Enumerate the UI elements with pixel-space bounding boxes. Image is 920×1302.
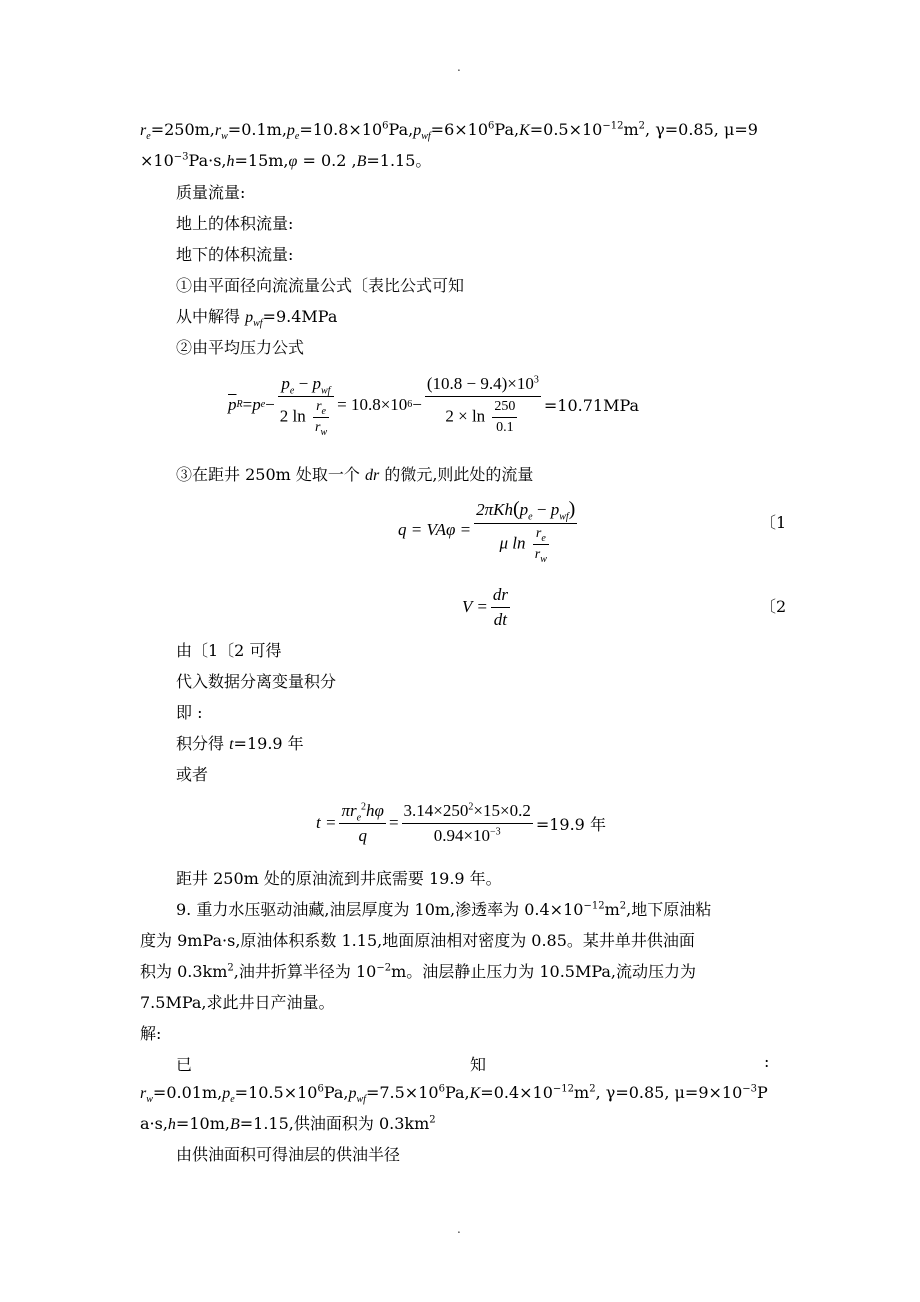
fraction-time-numeric: $\frac{3.14\times 250^2\times 15\times 0.2}{0.94\times 10^{-3}}$ xyxy=(403,800,531,845)
page-mark-top: . xyxy=(457,60,461,74)
fraction-time: $\frac{\pi r_e^2h\varphi}{q}$ xyxy=(341,800,384,845)
text-underground-flow: 地下的体积流量: xyxy=(176,245,294,264)
text-solution: 解: xyxy=(140,1024,162,1043)
text-given-b: 知 xyxy=(470,1055,487,1074)
equation-velocity: V = $\frac{dr}{dt}$ xyxy=(462,584,508,629)
text-substitute: 代入数据分离变量积分 xyxy=(176,672,337,691)
equation-tag-1: 〔1 xyxy=(760,513,787,532)
text-or: 或者 xyxy=(176,765,209,784)
fraction-flow: $2\pi Kh(p_e - p_{wf})$ μ ln $\frac{r_e}{r_w}$ xyxy=(476,497,576,565)
text-conclusion: 距井 250m 处的原油流到井底需要 19.9 年。 xyxy=(176,869,502,888)
given-line-4: a·s,h=10m,B=1.15,供油面积为 $0.3km^2$ xyxy=(140,1114,436,1133)
text-namely: 即 : xyxy=(176,703,203,722)
fraction-pressure: $p_e - p_{wf}$ 2 ln $\frac{r_e}{r_w}$ xyxy=(278,374,334,436)
given-line-2: $\times 10^{-3}Pa\cdot s,h=15m,\varphi = 0.2$ ,B=1.15。 xyxy=(140,151,432,170)
symbol-rw: $r_w$ xyxy=(214,122,228,143)
text-from-1-2: 由〔1〔2 可得 xyxy=(176,641,282,660)
equation-flow: q = VAφ = $2\pi Kh(p_e - p_{wf})$ μ ln $\frac{r_e}{r_w}$ xyxy=(398,497,576,565)
page-mark-bottom: . xyxy=(457,1222,461,1236)
text-supply-radius: 由供油面积可得油层的供油半径 xyxy=(176,1145,401,1164)
given-line-3: $r_w=0.01m,p_e=10.5\times 10^6Pa,p_{wf}=7.5\times 10^6Pa,K=0.4\times 10^{-12}m^2$, γ=0.85, $\mu=9\times 10^{-3}P$ xyxy=(140,1083,768,1106)
equation-time: t = $\frac{\pi r_e^2h\varphi}{q}$ = $\frac{3.14\times 250^2\times 15\times 0.2}{0.94\times 10^{-3}}$ =19.9 年 xyxy=(316,800,606,845)
symbol-pe: $p_e$ xyxy=(286,122,300,143)
problem-9-line-3: 积为 $0.3km^2$,油井折算半径为 $10^{-2}m$。油层静止压力为 10.5MPa,流动压力为 xyxy=(140,962,697,981)
symbol-pwf: $p_{wf}$ xyxy=(413,122,431,143)
text-surface-flow: 地上的体积流量: xyxy=(176,214,294,233)
fraction-velocity: $\frac{dr}{dt}$ xyxy=(492,584,508,629)
problem-9-line-4: 7.5MPa,求此井日产油量。 xyxy=(140,993,335,1012)
problem-9-line-1: 9. 重力水压驱动油藏,油层厚度为 10m,渗透率为 $0.4\times 10^{-12}m^2$,地下原油粘 xyxy=(176,900,712,919)
equation-tag-2: 〔2 xyxy=(760,597,787,616)
symbol-K: K xyxy=(519,122,530,139)
fraction-pressure-numeric: $(10.8 - 9.4)\times 10^3$ 2 × ln $\frac{250}{0.1}$ xyxy=(426,374,539,435)
text-given-c: : xyxy=(764,1052,770,1071)
equation-average-pressure: $\overline{p}$ R = p e − $p_e - p_{wf}$ 2 ln $\frac{r_e}{r_w}$ = 10.8×10 6 − $(10.8 - 9.4)\times 10^3$ 2 × ln $\frac{250}{0.1}$ =10.71MPa xyxy=(228,374,640,438)
text-step3: ③在距井 250m 处取一个 dr 的微元,则此处的流量 xyxy=(176,465,534,484)
text-step1: ①由平面径向流流量公式〔表比公式可知 xyxy=(176,276,465,295)
text-integral-result: 积分得 t=19.9 年 xyxy=(176,734,304,753)
text-step2: ②由平均压力公式 xyxy=(176,338,305,357)
problem-9-line-2: 度为 9mPa·s,原油体积系数 1.15,地面原油相对密度为 0.85。某井单井供油面 xyxy=(140,931,695,950)
given-line-1: $r_e=250m,r_w=0.1m,p_e=10.8\times 10^6Pa,p_{wf}=6\times 10^6Pa,K=0.5\times 10^{-12}m^2$, γ=0.85, μ=9 xyxy=(140,120,758,143)
symbol-re: $r_e$ xyxy=(140,122,151,143)
text-solve-pwf: 从中解得 $p_{wf}=9.4MPa$ xyxy=(176,307,338,330)
text-given-a: 已 xyxy=(176,1055,193,1074)
text-mass-flow: 质量流量: xyxy=(176,183,246,202)
